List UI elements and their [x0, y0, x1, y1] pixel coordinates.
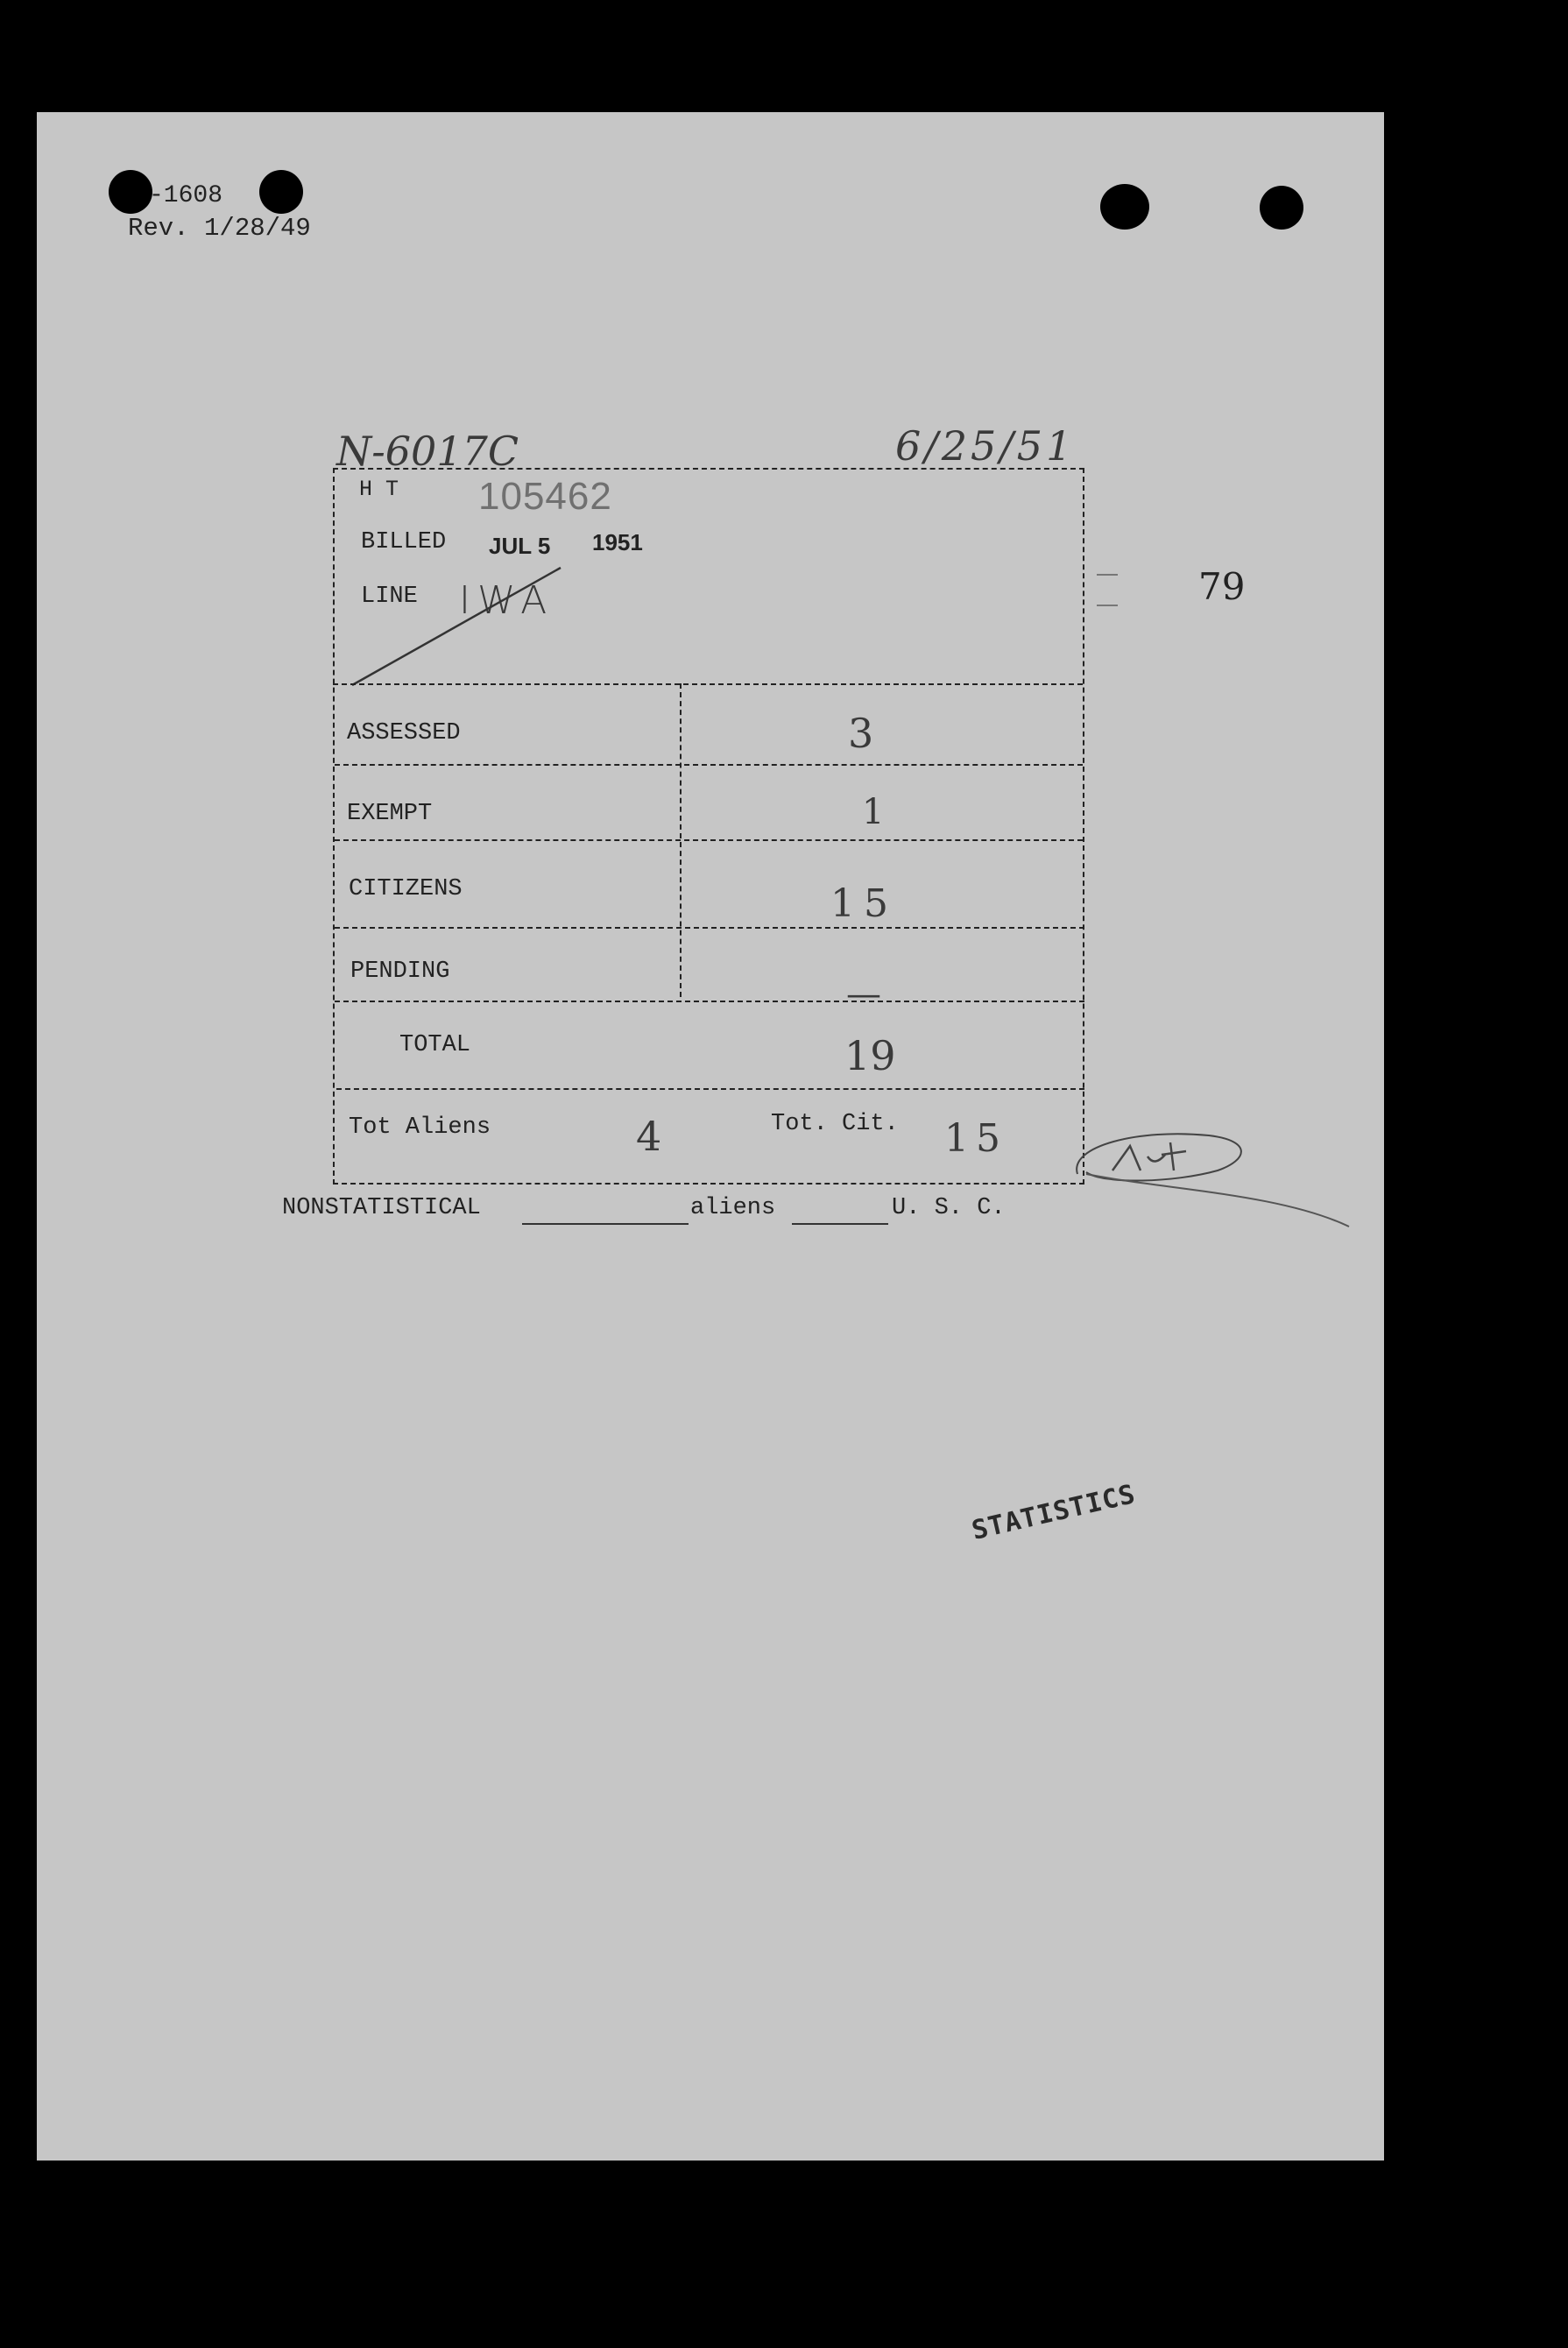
nonstatistical-blank	[522, 1223, 689, 1225]
assessed-label: ASSESSED	[347, 720, 461, 746]
file-number: N-6017C	[336, 428, 519, 475]
form-number: -1608	[149, 182, 223, 209]
aliens-blank	[792, 1223, 888, 1225]
usc-label: U. S. C.	[892, 1195, 1006, 1221]
assessed-value: 3	[848, 710, 874, 757]
page-number: 79	[1198, 565, 1246, 608]
billed-year-stamp: 1951	[592, 529, 643, 555]
exempt-value: 1	[862, 792, 885, 832]
citizens-value: 15	[830, 881, 897, 926]
tot-cit-label: Tot. Cit.	[771, 1111, 899, 1137]
nonstatistical-label: NONSTATISTICAL	[282, 1195, 481, 1221]
handwritten-initials	[1060, 1120, 1358, 1251]
punch-hole-left-1	[109, 170, 152, 214]
form-revision: Rev. 1/28/49	[128, 214, 311, 243]
row-divider	[335, 1001, 1084, 1002]
row-divider	[335, 764, 1083, 766]
header-date: 6/25/51	[895, 422, 1076, 470]
citizens-label: CITIZENS	[349, 876, 463, 902]
total-value: 19	[844, 1032, 896, 1079]
tot-cit-value: 15	[944, 1116, 1007, 1161]
row-divider	[333, 683, 1083, 685]
punch-hole-right-2	[1260, 186, 1303, 230]
pending-label: PENDING	[350, 958, 450, 985]
billed-date-stamp: JUL 5	[489, 533, 551, 559]
tot-aliens-value: 4	[636, 1113, 662, 1160]
ht-label: H T	[359, 477, 399, 502]
pending-value: —	[846, 974, 881, 1015]
margin-mark	[1097, 605, 1118, 606]
punch-hole-left-2	[259, 170, 303, 214]
column-divider	[680, 683, 682, 997]
billed-label: BILLED	[361, 529, 447, 555]
row-divider	[335, 927, 1084, 929]
total-label: TOTAL	[399, 1032, 471, 1058]
row-divider	[336, 1088, 1084, 1090]
ht-number-stamp: 105462	[478, 475, 612, 518]
row-divider	[335, 839, 1083, 841]
line-value: IWA	[459, 578, 554, 623]
strike-through-line	[342, 561, 604, 692]
punch-hole-right-1	[1100, 184, 1149, 230]
statistics-stamp: STATISTICS	[969, 1479, 1139, 1546]
tot-aliens-label: Tot Aliens	[349, 1114, 491, 1141]
exempt-label: EXEMPT	[347, 801, 433, 827]
line-label: LINE	[361, 583, 418, 610]
margin-mark	[1097, 574, 1118, 576]
aliens-label: aliens	[690, 1195, 776, 1221]
